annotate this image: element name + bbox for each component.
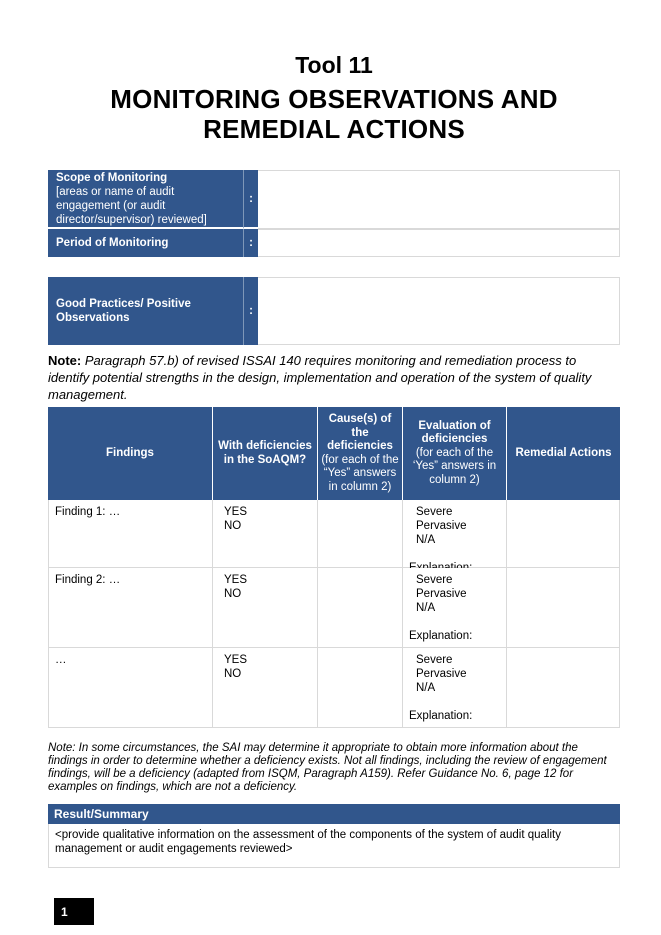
finding-cell[interactable]: Finding 1: … [48, 500, 213, 568]
deficiency-options-cell[interactable] [213, 568, 318, 648]
period-label-bold: Period of Monitoring [56, 237, 169, 249]
header-evaluation-subtext: (for each of the ‘Yes” answers in column 2) [412, 446, 497, 486]
option-yes[interactable]: YES [224, 654, 248, 666]
option-pervasive[interactable]: Pervasive [416, 588, 467, 600]
header-remedial-label: Remedial Actions [515, 446, 612, 459]
cause-cell[interactable] [318, 500, 403, 568]
page-number-badge: 1 [54, 898, 94, 925]
good-practices-label-bold: Good Practices/ Positive Observations [56, 298, 191, 324]
option-na[interactable]: N/A [416, 602, 436, 614]
header-cell-deficiencies [213, 407, 318, 500]
scope-row [48, 170, 620, 229]
option-pervasive[interactable]: Pervasive [416, 668, 467, 680]
option-na[interactable]: N/A [416, 534, 436, 546]
scope-value-cell[interactable] [258, 170, 620, 229]
period-row [48, 229, 620, 257]
good-practices-table [48, 277, 620, 345]
title-main-line2: REMEDIAL ACTIONS [203, 114, 465, 144]
finding-cell[interactable]: … [48, 648, 213, 728]
findings-table-header [48, 407, 620, 500]
cause-cell[interactable] [318, 568, 403, 648]
option-pervasive[interactable]: Pervasive [416, 520, 467, 532]
title-tool-number: Tool 11 [295, 52, 373, 78]
option-severe[interactable]: Severe [416, 506, 453, 518]
table-row-finding-1 [48, 500, 620, 568]
document-page [48, 0, 620, 925]
header-evaluation-label: Evaluation of deficiencies [418, 419, 491, 446]
option-no[interactable]: NO [224, 588, 242, 600]
scope-label-bold: Scope of Monitoring [56, 171, 168, 184]
option-severe[interactable]: Severe [416, 654, 453, 666]
explanation-label: Explanation: [409, 710, 473, 722]
evaluation-cell[interactable] [403, 500, 507, 568]
header-deficiencies-label: With deficiencies in the SoAQM? [218, 440, 312, 466]
result-summary-cell[interactable]: <provide qualitative information on the assessment of the components of the system of audit quality management or audit engagements reviewed> [48, 824, 620, 868]
good-practices-row [48, 277, 620, 345]
header-cell-cause [318, 407, 403, 500]
option-no[interactable]: NO [224, 668, 242, 680]
note-prefix: Note: [48, 353, 82, 368]
good-practices-value-cell[interactable] [258, 277, 620, 345]
result-summary-header: Result/Summary [48, 804, 620, 824]
option-no[interactable]: NO [224, 520, 242, 532]
header-findings-label: Findings [106, 446, 154, 459]
deficiency-options-cell[interactable] [213, 648, 318, 728]
header-cell-evaluation [403, 407, 507, 500]
period-value-cell[interactable] [258, 229, 620, 257]
evaluation-cell[interactable] [403, 648, 507, 728]
title-main-line1: MONITORING OBSERVATIONS AND [110, 84, 558, 114]
note-deficiency-guidance: Note: In some circumstances, the SAI may determine it appropriate to obtain more information about the findings in order to determine whether a deficiency exists. Not all findings, including the review of engagement findings, will be a deficiency (adapted from ISQM, Paragraph A159). Refer Guidance No. 6, page 12 for examples on findings, which are not a deficiency. [48, 742, 607, 793]
remedial-actions-cell[interactable] [507, 568, 620, 648]
remedial-actions-cell[interactable] [507, 500, 620, 568]
evaluation-cell[interactable] [403, 568, 507, 648]
deficiency-options-cell[interactable] [213, 500, 318, 568]
header-cell-remedial [507, 407, 620, 500]
table-row-finding-3 [48, 648, 620, 728]
header-cause-subtext: (for each of the “Yes” answers in column 2) [321, 453, 399, 493]
option-yes[interactable]: YES [224, 506, 248, 518]
colon-separator: : [243, 277, 258, 345]
page-title [48, 0, 620, 144]
scope-label [48, 170, 243, 229]
colon-separator: : [243, 170, 258, 229]
finding-cell[interactable]: Finding 2: … [48, 568, 213, 648]
remedial-actions-cell[interactable] [507, 648, 620, 728]
colon-separator: : [243, 229, 258, 257]
note-text: Paragraph 57.b) of revised ISSAI 140 requires monitoring and remediation process to identify potential strengths in the design, implementation and operation of the system of quality management. [48, 353, 592, 402]
option-yes[interactable]: YES [224, 574, 248, 586]
header-cause-label: Cause(s) of the deficiencies [327, 413, 393, 452]
option-na[interactable]: N/A [416, 682, 436, 694]
cause-cell[interactable] [318, 648, 403, 728]
scope-label-detail: [areas or name of audit engagement (or audit director/supervisor) reviewed] [56, 185, 207, 226]
explanation-label: Explanation: [409, 630, 473, 642]
period-label [48, 229, 243, 257]
scope-of-monitoring-table [48, 170, 620, 257]
note-issai-140 [48, 352, 620, 403]
good-practices-label [48, 277, 243, 345]
header-cell-findings [48, 407, 213, 500]
findings-table [48, 407, 620, 728]
result-summary-section [48, 804, 620, 868]
table-row-finding-2 [48, 568, 620, 648]
option-severe[interactable]: Severe [416, 574, 453, 586]
